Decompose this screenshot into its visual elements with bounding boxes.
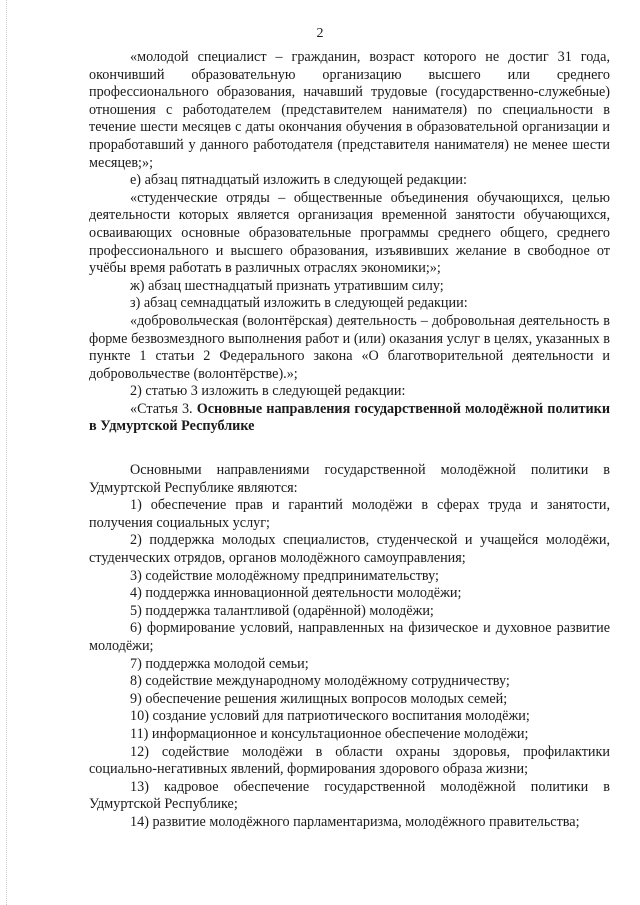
document-body [89,49,610,832]
article-prefix: «Статья 3. [130,400,197,417]
list-item: 3) содействие молодёжному предпринимательству; [130,567,439,584]
list-item: 6) формирование условий, направленных на физическое и духовное развитие молодёжи; [89,620,610,654]
article-intro: Основными направлениями государственной молодёжной политики в Удмуртской Республике являются: [89,462,610,496]
paragraph-young-specialist: «молодой специалист – гражданин, возраст которого не достиг 31 года, окончивший образовательную организацию высшего или среднего профессионального образования, начавший трудовые (государственно-служебные) отношения с работодателем (представителем нанимателя) по специальности в течение шести месяцев с даты окончания обучения в образовательной организации и проработавший у данного работодателя (представителя нанимателя) не менее шести месяцев;»; [89,49,610,171]
list-item: 4) поддержка инновационной деятельности молодёжи; [130,585,462,602]
spacer [89,436,610,462]
list-item: 9) обеспечение решения жилищных вопросов молодых семей; [130,690,508,707]
list-item: 12) содействие молодёжи в области охраны здоровья, профилактики социально-негативных явлений, формирования здорового образа жизни; [89,743,610,778]
list-item: 14) развитие молодёжного парламентаризма, молодёжного правительства; [130,813,580,830]
page-number: 2 [316,26,324,41]
list-item: 1) обеспечение прав и гарантий молодёжи в сферах труда и занятости, получения социальных услуг; [89,497,610,531]
list-item: 2) поддержка молодых специалистов, студенческой и учащейся молодёжи, студенческих отрядов, органов молодёжного самоуправления; [89,532,610,567]
list-item: 11) информационное и консультационное обеспечение молодёжи; [130,725,529,742]
paragraph-article-3-amendment: 2) статью 3 изложить в следующей редакции: [130,383,406,400]
list-item: 7) поддержка молодой семьи; [130,655,309,672]
paragraph-student-teams: «студенческие отряды – общественные объединения обучающихся, целью деятельности которых является организация временной занятости обучающихся, осваивающих основные образовательные программы среднего общего, среднего профессионального и высшего образования, изъявивших желание в свободное от учёбы время работать в различных отраслях экономики;»; [89,189,610,277]
scan-edge-line [6,0,8,905]
list-item: 5) поддержка талантливой (одарённой) молодёжи; [130,602,434,619]
list-item: 10) создание условий для патриотического воспитания молодёжи; [130,708,530,725]
article-heading [89,401,610,436]
paragraph-amendment-z: з) абзац семнадцатый изложить в следующей редакции: [130,295,468,312]
paragraph-amendment-zh: ж) абзац шестнадцатый признать утратившим силу; [130,277,444,294]
list-item: 13) кадровое обеспечение государственной молодёжной политики в Удмуртской Республике; [89,778,610,813]
paragraph-amendment-e: е) абзац пятнадцатый изложить в следующей редакции: [130,172,467,189]
article-title: Основные направления государственной молодёжной политики в Удмуртской Республике [89,400,611,435]
list-item: 8) содействие международному молодёжному сотрудничеству; [130,673,510,690]
paragraph-volunteer-activity: «добровольческая (волонтёрская) деятельность – добровольная деятельность в форме безвозмездного выполнения работ и (или) оказания услуг в целях, указанных в пункте 1 статьи 2 Федерального закона «О благотворительной деятельности и добровольчестве (волонтёрстве).»; [89,312,610,382]
